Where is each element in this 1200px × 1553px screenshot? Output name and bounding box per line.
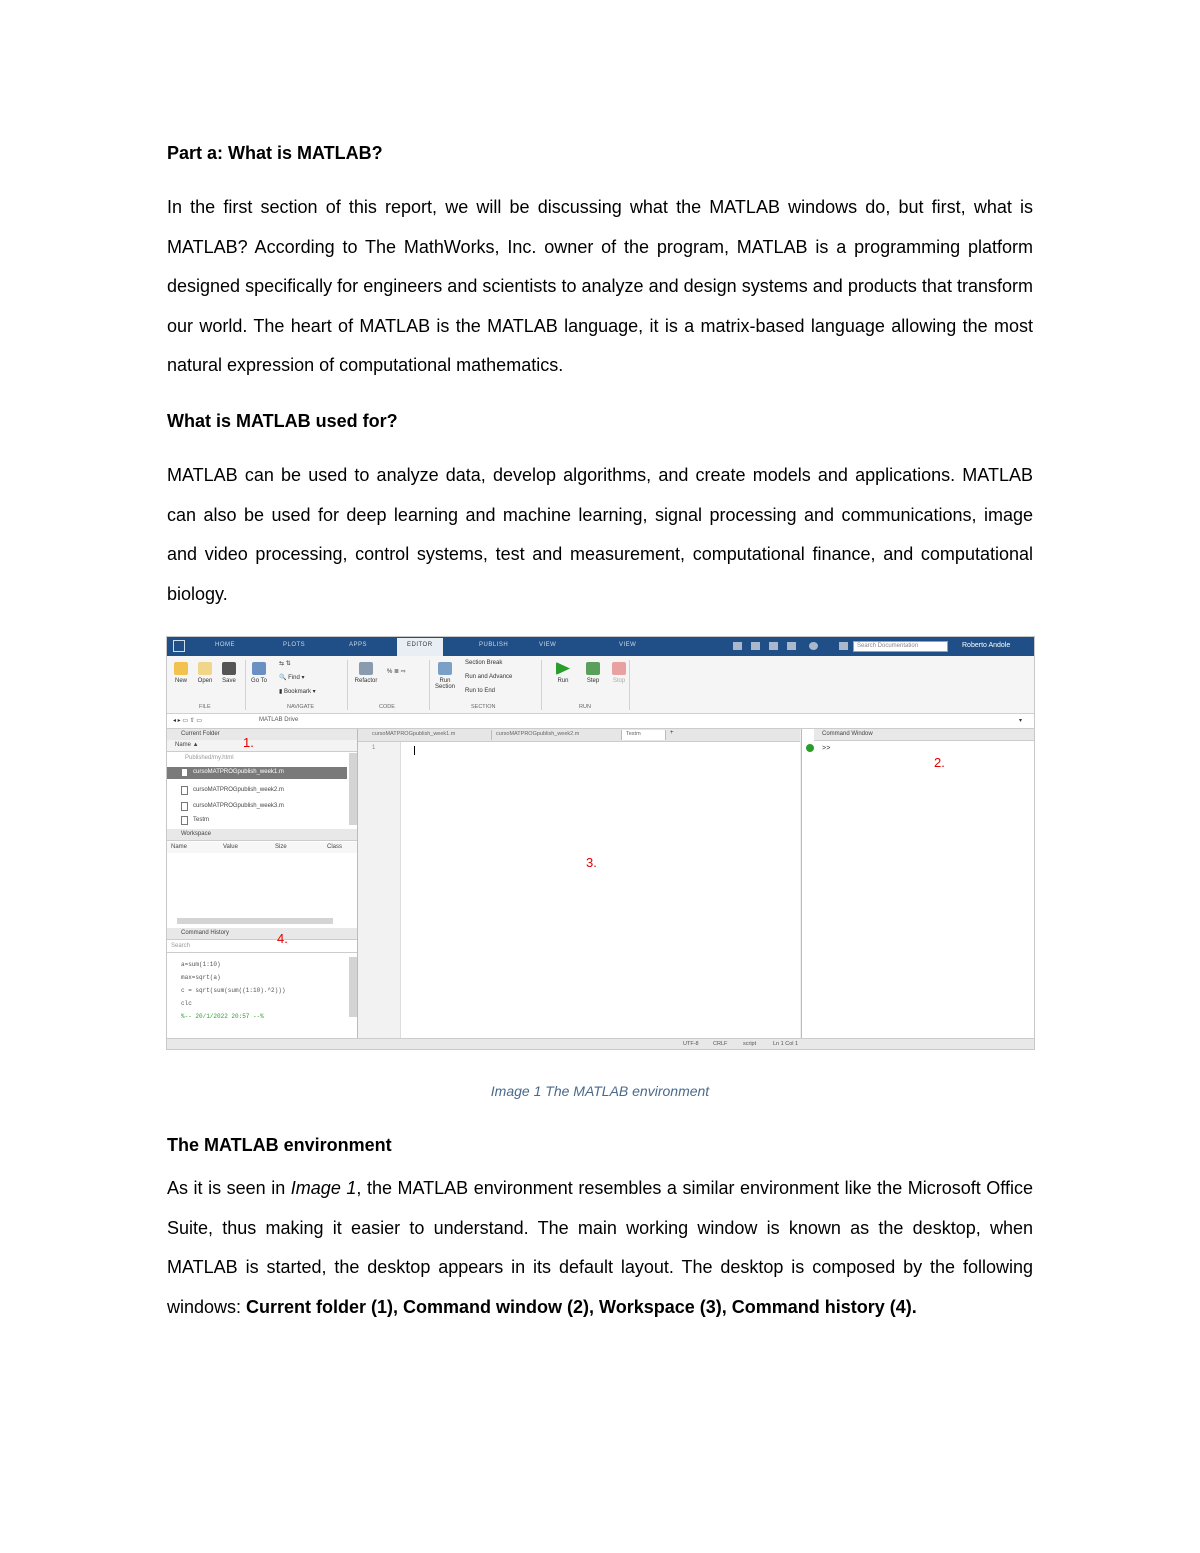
section-paragraph-what-is-matlab: In the first section of this report, we will be discussing what the MATLAB windows do, but first, what is MATLAB? According to The MathWorks, Inc. owner of the program, MATLAB is a programming platform designed specifically for engineers and scientists to analyze and design systems and products that transform our world. The heart of MATLAB is the MATLAB language, it is a matrix-based language allowing the most natural expression of computational mathematics. [167,197,1033,376]
undo-quick-icon[interactable] [751,642,760,650]
name-column-header[interactable]: Name ▲ [167,740,357,752]
command-window-panel [801,729,1035,1038]
run-section-icon [438,662,452,675]
folder-open-icon [198,662,212,675]
m-file-icon [181,802,188,811]
m-file-icon [181,768,188,777]
list-item[interactable]: Published/my.html [185,755,234,761]
m-file-icon [181,816,188,825]
redo-quick-icon[interactable] [769,642,778,650]
text-caret [414,746,415,755]
history-line[interactable]: a=sum(1:10) [181,961,221,968]
code-tools-icons[interactable]: % ≣ ⇨ [387,669,406,675]
nav-arrows-icon[interactable]: ◂ ▸ ▭ ⇧ ▭ [173,718,203,724]
bookmark-button[interactable]: ▮ Bookmark ▾ [279,689,316,695]
line-gutter [358,742,401,1038]
address-bar[interactable] [167,714,1034,729]
annotation-1: 1. [243,735,254,750]
figure-caption: Image 1 The MATLAB environment [490,1083,710,1099]
refactor-button[interactable]: Refactor [351,660,381,684]
line-number: 1 [372,745,376,751]
tab-editor[interactable]: EDITOR [397,638,443,656]
history-line[interactable]: %-- 20/1/2022 20:57 --% [181,1013,264,1020]
section-label-code: CODE [379,704,395,710]
tab-view-2[interactable]: VIEW [619,642,637,648]
find-button[interactable]: 🔍 Find ▾ [279,675,305,681]
refactor-icon [359,662,373,675]
compare-icon[interactable]: ⇆ ⇅ [279,661,291,667]
save-icon [222,662,236,675]
status-bar [167,1038,1034,1050]
status-file-type: script [743,1041,757,1047]
stop-icon [612,662,626,675]
editor-tab[interactable]: cursoMATPROGpublish_week2.m [492,730,622,740]
list-item[interactable]: cursoMATPROGpublish_week2.m [167,785,347,797]
current-folder-title: Current Folder [181,731,220,737]
step-icon [586,662,600,675]
run-section-button[interactable]: Run Section [431,660,459,690]
new-button[interactable]: New [169,660,193,684]
user-account-menu[interactable]: Roberto Andole [962,642,1011,649]
annotation-2: 2. [934,755,945,770]
workspace-scrollbar[interactable] [177,918,333,924]
step-button[interactable]: Step [581,660,605,684]
editor-ribbon [167,656,1034,714]
status-line-ending: CRLF [713,1041,728,1047]
add-tab-icon[interactable]: + [670,730,674,736]
matlab-logo-icon [173,640,185,652]
go-to-button[interactable]: Go To [247,660,271,684]
tab-home[interactable]: HOME [215,642,235,648]
tab-view[interactable]: VIEW [539,642,557,648]
section-heading-what-is-matlab: Part a: What is MATLAB? [167,143,383,163]
current-path[interactable]: MATLAB Drive [259,717,299,723]
editor-tab-strip [358,729,800,742]
section-label-run: RUN [579,704,591,710]
command-history-title: Command History [181,930,230,936]
list-item[interactable]: Testm [167,815,347,827]
new-file-icon [174,662,188,675]
search-documentation-input[interactable]: Search Documentation [853,641,948,652]
open-button[interactable]: Open [193,660,217,684]
section-paragraph-matlab-environment: As it is seen in Image 1, the MATLAB environment resembles a similar environment like the Microsoft Office Suite, thus making it easier to understand. The main working window is known as the desktop, when MATLAB is started, the desktop appears in its default layout. The desktop is composed by the following windows: Current folder (1), Command window (2), Workspace (3), Command history (4). [167,1178,1033,1317]
command-prompt[interactable]: >> [822,745,831,753]
editor-tab-active[interactable]: Testm [622,730,666,740]
run-play-icon [556,662,570,675]
run-to-end-button[interactable]: Run to End [465,688,496,694]
command-window-header [814,729,1035,741]
tab-apps[interactable]: APPS [349,642,368,648]
run-button[interactable]: Run [551,660,575,684]
section-break-button[interactable]: Section Break [465,660,503,666]
list-item[interactable]: cursoMATPROGpublish_week1.m [167,767,347,779]
matlab-screenshot [166,636,1035,1050]
workspace-columns: Name Value Size Class [167,842,357,853]
search-icon[interactable] [839,642,848,650]
history-line[interactable]: clc [181,1000,192,1007]
section-label-section: SECTION [471,704,496,710]
run-and-advance-button[interactable]: Run and Advance [465,674,513,680]
command-history-header [167,928,357,940]
history-search-input[interactable]: Search [167,941,357,953]
tab-plots[interactable]: PLOTS [283,642,306,648]
stop-button[interactable]: Stop [607,660,631,684]
editor-tab[interactable]: cursoMATPROGpublish_week1.m [368,730,492,740]
folder-scrollbar[interactable] [349,753,357,825]
section-label-navigate: NAVIGATE [287,704,314,710]
annotation-3: 3. [586,855,597,870]
layout-quick-icon[interactable] [787,642,796,650]
list-item[interactable]: cursoMATPROGpublish_week3.m [167,801,347,813]
editor-area[interactable] [358,742,800,1038]
save-quick-icon[interactable] [733,642,742,650]
workspace-header [167,829,357,841]
command-window-title: Command Window [822,731,873,737]
status-encoding: UTF-8 [683,1041,699,1047]
status-cursor-position: Ln 1 Col 1 [773,1041,799,1047]
tab-publish[interactable]: PUBLISH [479,642,509,648]
section-label-file: FILE [199,704,211,710]
section-paragraph-matlab-uses: MATLAB can be used to analyze data, develop algorithms, and create models and applications. MATLAB can also be used for deep learning and machine learning, signal processing and communications, image and video processing, control systems, test and measurement, computational finance, and computational biology. [167,465,1033,604]
save-button[interactable]: Save [217,660,241,684]
section-heading-matlab-uses: What is MATLAB used for? [167,411,398,431]
section-heading-matlab-environment: The MATLAB environment [167,1135,392,1155]
left-panel [167,729,358,1038]
annotation-4: 4. [277,931,288,946]
m-file-icon [181,786,188,795]
go-to-icon [252,662,266,675]
status-ok-icon [806,744,814,752]
history-scrollbar[interactable] [349,957,357,1017]
workspace-title: Workspace [181,831,211,837]
matlab-tab-bar [167,637,1034,656]
history-line[interactable]: c = sqrt(sum(sum((1:10).^2))) [181,987,286,994]
history-line[interactable]: max=sqrt(a) [181,974,221,981]
chevron-down-icon[interactable]: ▾ [1019,718,1023,724]
help-icon[interactable] [809,642,818,650]
